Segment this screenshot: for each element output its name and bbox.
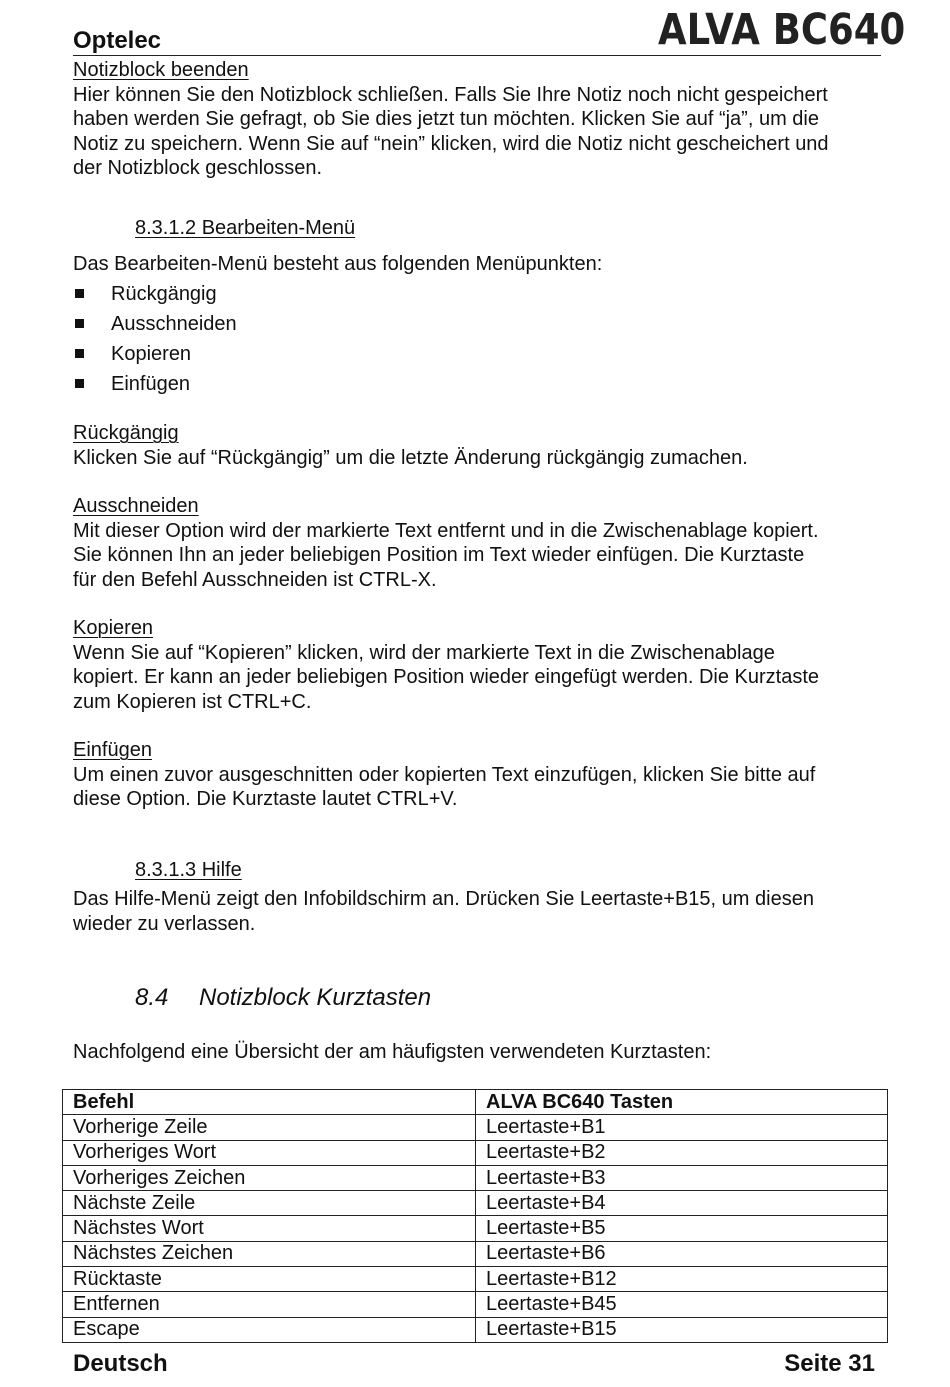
list-item-label: Ausschneiden <box>111 313 237 335</box>
paragraph-line: Sie können Ihn an jeder beliebigen Position im Text wieder einfügen. Die Kurztaste <box>73 544 805 566</box>
section-undo <box>73 421 885 470</box>
table-cell: Entfernen <box>63 1292 476 1317</box>
table-cell: Nächstes Wort <box>63 1216 476 1241</box>
table-cell: Vorherige Zeile <box>63 1115 476 1140</box>
table-cell: Leertaste+B2 <box>476 1140 888 1165</box>
table-row <box>63 1115 888 1140</box>
section-close <box>73 58 885 181</box>
table-cell: Leertaste+B1 <box>476 1115 888 1140</box>
product-logo: ALVA BC640 <box>658 5 906 55</box>
header-brand: Optelec <box>73 27 162 54</box>
list-item <box>73 369 237 399</box>
paragraph-line: haben werden Sie gefragt, ob Sie dies jetzt tun möchten. Klicken Sie auf “ja”, um die <box>73 108 819 130</box>
section-copy-title: Kopieren <box>73 617 154 639</box>
header-divider <box>73 55 881 56</box>
list-item <box>73 339 237 369</box>
table-cell: Leertaste+B3 <box>476 1165 888 1190</box>
paragraph-line: Hier können Sie den Notizblock schließen. Falls Sie Ihre Notiz noch nicht gespeichert <box>73 83 828 106</box>
table-cell: Leertaste+B5 <box>476 1216 888 1241</box>
table-header-cell: Befehl <box>63 1090 476 1115</box>
table-row <box>63 1191 888 1216</box>
table-header-row <box>63 1090 888 1115</box>
paragraph-line: Wenn Sie auf “Kopieren” klicken, wird der markierte Text in die Zwischenablage <box>73 641 775 664</box>
list-item <box>73 279 237 309</box>
section-help <box>73 887 885 936</box>
paragraph-line: für den Befehl Ausschneiden ist CTRL-X. <box>73 568 437 591</box>
footer-page-number: Seite 31 <box>784 1350 875 1377</box>
list-item-label: Rückgängig <box>111 283 217 305</box>
footer-language: Deutsch <box>73 1350 168 1377</box>
section-undo-title: Rückgängig <box>73 422 179 444</box>
bullet-icon <box>75 319 84 328</box>
section-copy <box>73 616 885 714</box>
section-cut <box>73 494 885 592</box>
paragraph-line: Klicken Sie auf “Rückgängig” um die letzte Änderung rückgängig zumachen. <box>73 446 748 469</box>
paragraph-line: zum Kopieren ist CTRL+C. <box>73 690 312 713</box>
edit-menu-intro: Das Bearbeiten-Menü besteht aus folgenden Menüpunkten: <box>73 253 603 275</box>
table-cell: Leertaste+B15 <box>476 1317 888 1342</box>
table-row <box>63 1241 888 1266</box>
section-paste <box>73 738 885 812</box>
help-heading: 8.3.1.3 Hilfe <box>135 859 242 881</box>
shortcuts-heading-number: 8.4 <box>135 984 169 1011</box>
table-row <box>63 1292 888 1317</box>
table-cell: Rücktaste <box>63 1267 476 1292</box>
edit-menu-heading: 8.3.1.2 Bearbeiten-Menü <box>135 217 356 239</box>
table-cell: Leertaste+B4 <box>476 1191 888 1216</box>
table-header-cell: ALVA BC640 Tasten <box>476 1090 888 1115</box>
table-cell: Leertaste+B12 <box>476 1267 888 1292</box>
paragraph-line: diese Option. Die Kurztaste lautet CTRL+V. <box>73 788 458 810</box>
list-item-label: Kopieren <box>111 343 192 365</box>
shortcuts-table <box>62 1089 888 1343</box>
paragraph-line: der Notizblock geschlossen. <box>73 157 323 179</box>
shortcuts-heading <box>135 983 431 1013</box>
list-item-label: Einfügen <box>111 373 190 395</box>
section-close-title: Notizblock beenden <box>73 59 249 81</box>
table-row <box>63 1140 888 1165</box>
bullet-icon <box>75 349 84 358</box>
list-item <box>73 309 237 339</box>
paragraph-line: wieder zu verlassen. <box>73 912 256 935</box>
table-cell: Vorheriges Zeichen <box>63 1165 476 1190</box>
section-cut-title: Ausschneiden <box>73 495 199 517</box>
table-row <box>63 1165 888 1190</box>
shortcuts-heading-title: Notizblock Kurztasten <box>199 984 432 1011</box>
paragraph-line: Das Hilfe-Menü zeigt den Infobildschirm an. Drücken Sie Leertaste+B15, um diesen <box>73 888 814 910</box>
table-row <box>63 1317 888 1342</box>
bullet-icon <box>75 379 84 388</box>
table-row <box>63 1216 888 1241</box>
table-cell: Leertaste+B6 <box>476 1241 888 1266</box>
paragraph-line: Um einen zuvor ausgeschnitten oder kopierten Text einzufügen, klicken Sie bitte auf <box>73 763 816 786</box>
table-cell: Vorheriges Wort <box>63 1140 476 1165</box>
paragraph-line: kopiert. Er kann an jeder beliebigen Position wieder eingefügt werden. Die Kurztaste <box>73 666 819 688</box>
bullet-icon <box>75 289 84 298</box>
edit-menu-list <box>73 279 237 399</box>
table-cell: Leertaste+B45 <box>476 1292 888 1317</box>
paragraph-line: Notiz zu speichern. Wenn Sie auf “nein” klicken, wird die Notiz nicht gescheichert und <box>73 132 829 155</box>
table-row <box>63 1267 888 1292</box>
table-cell: Nächstes Zeichen <box>63 1241 476 1266</box>
paragraph-line: Mit dieser Option wird der markierte Text entfernt und in die Zwischenablage kopiert. <box>73 519 819 542</box>
shortcuts-intro: Nachfolgend eine Übersicht der am häufigsten verwendeten Kurztasten: <box>73 1041 712 1063</box>
table-cell: Escape <box>63 1317 476 1342</box>
table-cell: Nächste Zeile <box>63 1191 476 1216</box>
section-paste-title: Einfügen <box>73 739 152 761</box>
